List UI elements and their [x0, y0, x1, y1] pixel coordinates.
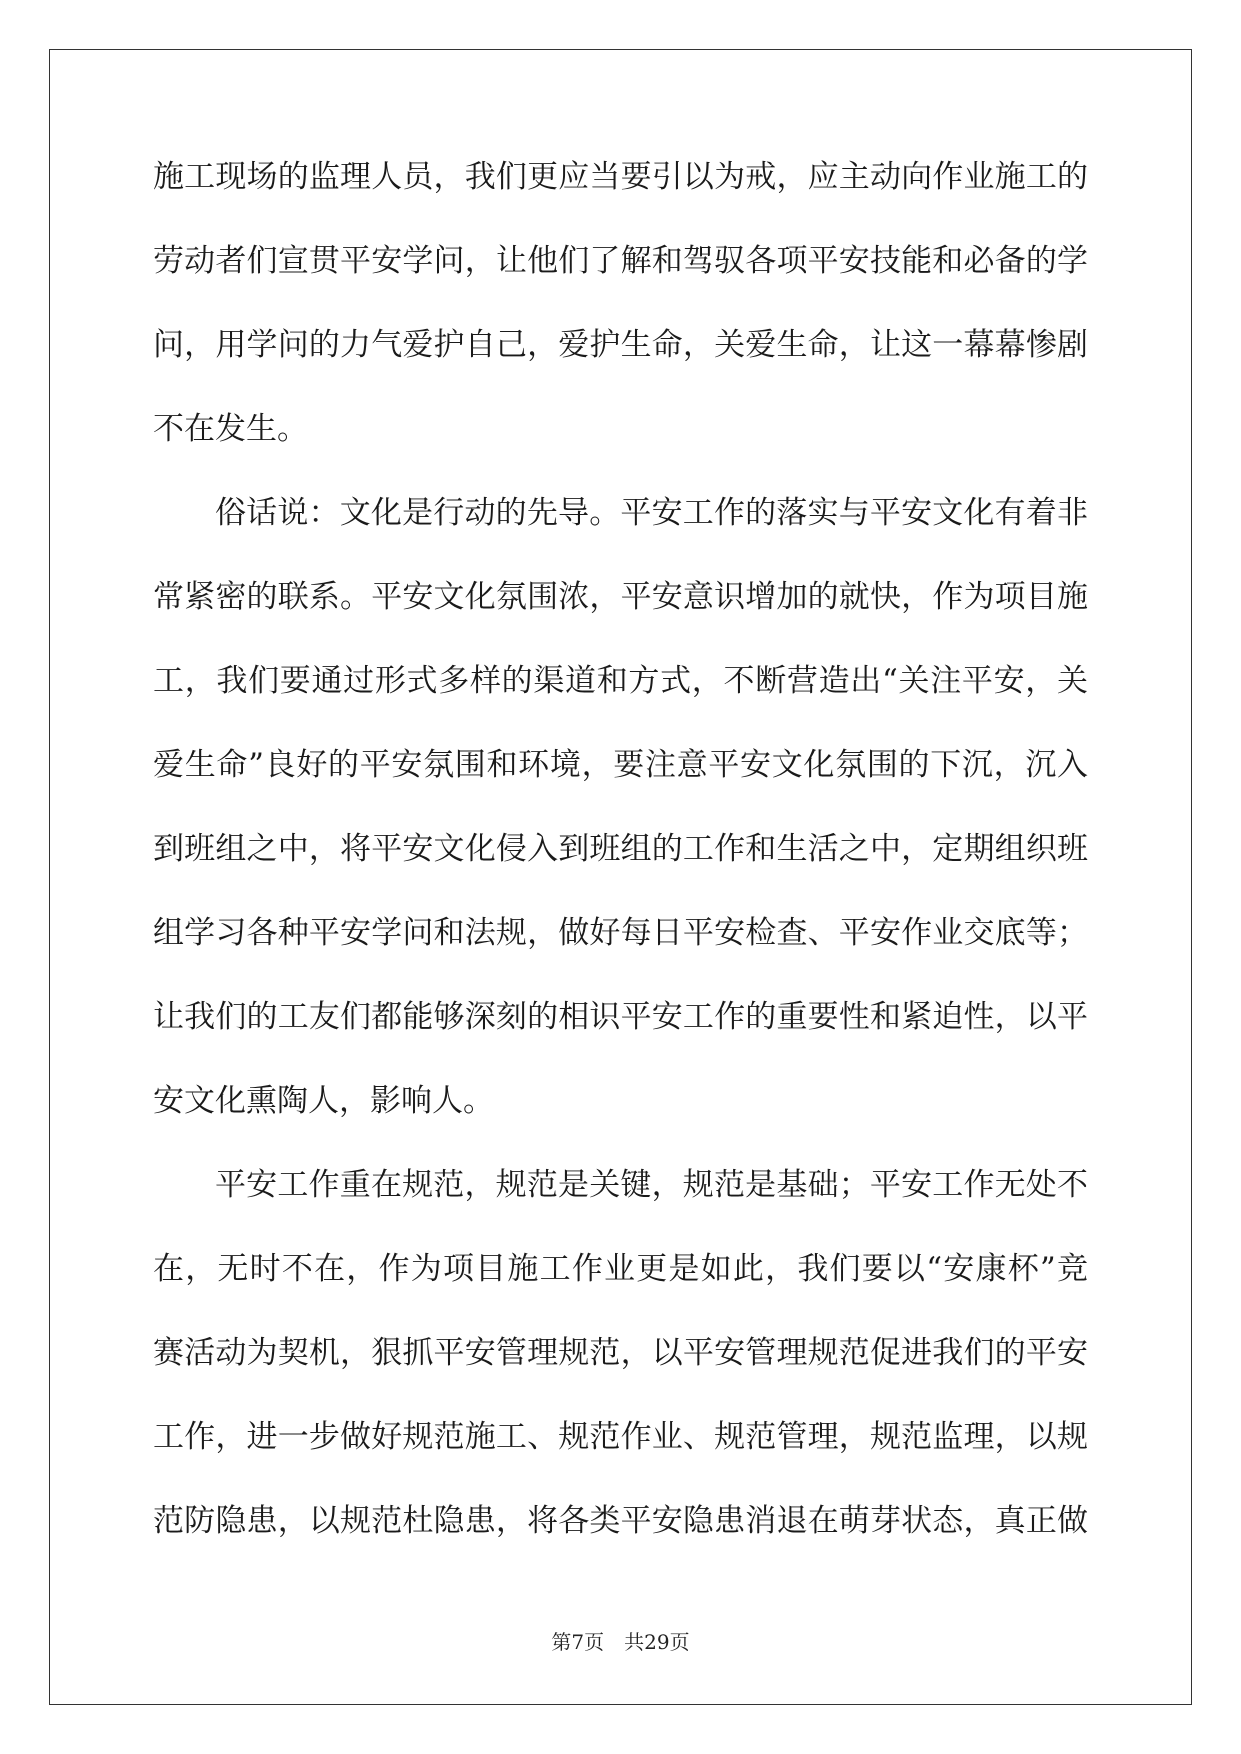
text-line: 在，无时不在，作为项目施工作业更是如此，我们要以“安康杯”竞 [153, 1251, 1088, 1287]
document-body [153, 158, 1088, 1586]
text-line: 施工现场的监理人员，我们更应当要引以为戒，应主动向作业施工的 [153, 159, 1088, 195]
text-line: 安文化熏陶人，影响人。 [153, 1083, 494, 1119]
text-line: 工作，进一步做好规范施工、规范作业、规范管理，规范监理，以规 [153, 1419, 1088, 1455]
text-line: 劳动者们宣贯平安学问，让他们了解和驾驭各项平安技能和必备的学 [153, 243, 1088, 279]
text-line: 爱生命”良好的平安氛围和环境，要注意平安文化氛围的下沉，沉入 [153, 747, 1088, 783]
paragraph-first-line: 俗话说：文化是行动的先导。平安工作的落实与平安文化有着非 [215, 495, 1088, 531]
text-line: 组学习各种平安学问和法规，做好每日平安检查、平安作业交底等； [153, 915, 1088, 951]
text-line: 不在发生。 [153, 411, 308, 447]
text-line: 让我们的工友们都能够深刻的相识平安工作的重要性和紧迫性，以平 [153, 999, 1088, 1035]
text-line: 工，我们要通过形式多样的渠道和方式，不断营造出“关注平安，关 [153, 663, 1088, 699]
paragraph-first-line: 平安工作重在规范，规范是关键，规范是基础；平安工作无处不 [215, 1167, 1088, 1203]
page-number-footer: 第7页 共29页 [551, 1630, 690, 1654]
text-line: 范防隐患，以规范杜隐患，将各类平安隐患消退在萌芽状态，真正做 [153, 1503, 1088, 1539]
text-line: 问，用学问的力气爱护自己，爱护生命，关爱生命，让这一幕幕惨剧 [153, 327, 1088, 363]
text-line: 常紧密的联系。平安文化氛围浓，平安意识增加的就快，作为项目施 [153, 579, 1088, 615]
text-line: 赛活动为契机，狠抓平安管理规范，以平安管理规范促进我们的平安 [153, 1335, 1088, 1371]
text-line: 到班组之中，将平安文化侵入到班组的工作和生活之中，定期组织班 [153, 831, 1088, 867]
